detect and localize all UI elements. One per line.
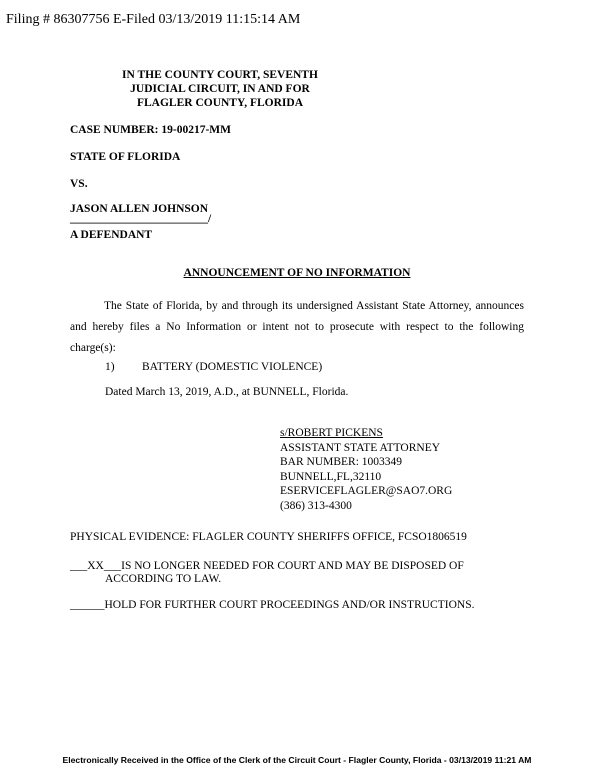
- charge-number: 1): [105, 361, 115, 373]
- charge-description: BATTERY (DOMESTIC VIOLENCE): [142, 361, 323, 373]
- signatory-city: BUNNELL,FL,32110: [280, 470, 382, 483]
- signatory-phone: (386) 313-4300: [280, 499, 352, 512]
- versus-label: VS.: [70, 178, 88, 190]
- defendant-signature-line: ________________________/: [70, 213, 212, 225]
- signatory-name: s/ROBERT PICKENS: [280, 427, 383, 439]
- signatory-title: ASSISTANT STATE ATTORNEY: [280, 441, 441, 454]
- physical-evidence: PHYSICAL EVIDENCE: FLAGLER COUNTY SHERIFFS OFFICE, FCSO1806519: [70, 531, 467, 543]
- body-paragraph: The State of Florida, by and through its undersigned Assistant State Attorney, announces and hereby files a No Information or intent not to prosecute with respect to the following charge(s):: [70, 300, 524, 354]
- plaintiff-name: STATE OF FLORIDA: [70, 151, 181, 163]
- bar-number: BAR NUMBER: 1003349: [280, 456, 403, 468]
- case-number: CASE NUMBER: 19-00217-MM: [70, 124, 231, 136]
- dated-line: Dated March 13, 2019, A.D., at BUNNELL, Florida.: [105, 386, 349, 398]
- received-footer: Electronically Received in the Office of the Clerk of the Circuit Court - Flagler County, Florida - 03/13/2019 11:21 AM: [62, 755, 532, 765]
- evidence-option-dispose-continued: ACCORDING TO LAW.: [105, 573, 222, 585]
- evidence-option-hold: ______HOLD FOR FURTHER COURT PROCEEDINGS AND/OR INSTRUCTIONS.: [70, 599, 475, 611]
- evidence-option-dispose: ___XX___IS NO LONGER NEEDED FOR COURT AND MAY BE DISPOSED OF: [70, 560, 464, 572]
- court-heading: [70, 68, 370, 110]
- court-heading-line-3: FLAGLER COUNTY, FLORIDA: [136, 97, 304, 109]
- filing-stamp: Filing # 86307756 E-Filed 03/13/2019 11:15:14 AM: [6, 12, 301, 27]
- signature-block: [280, 426, 530, 513]
- defendant-label: A DEFENDANT: [70, 229, 153, 241]
- court-heading-line-1: IN THE COUNTY COURT, SEVENTH: [122, 69, 318, 81]
- document-title: ANNOUNCEMENT OF NO INFORMATION: [183, 267, 411, 279]
- signatory-email: ESERVICEFLAGLER@SAO7.ORG: [280, 485, 453, 497]
- defendant-name: JASON ALLEN JOHNSON: [70, 203, 209, 215]
- court-heading-line-2: JUDICIAL CIRCUIT, IN AND FOR: [130, 83, 310, 95]
